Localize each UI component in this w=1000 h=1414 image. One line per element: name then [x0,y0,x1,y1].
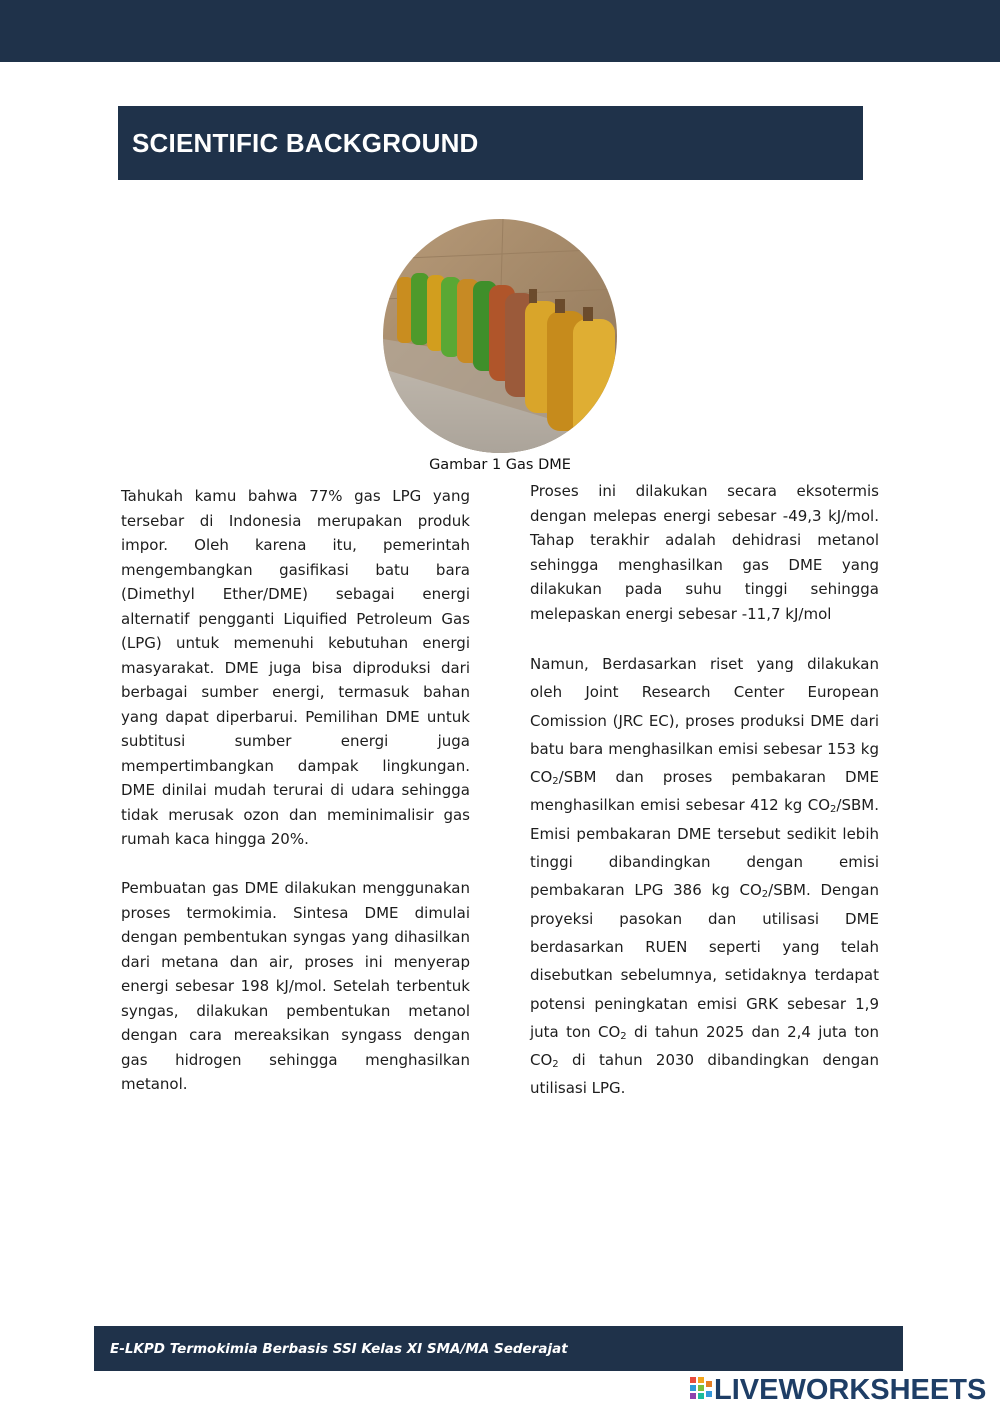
text-segment: Namun, Berdasarkan riset yang dilakukan oleh Joint Research Center European Comission (JRC EC), proses produksi DME dari batu bara menghasilkan emisi sebesar 153 kg CO [530,655,879,787]
text-segment: di tahun 2030 dibandingkan dengan utilisasi LPG. [530,1051,879,1098]
text-segment: /SBM dan proses pembakaran DME menghasilkan emisi sebesar 412 kg CO [530,768,879,815]
subscript: 2 [761,889,769,901]
left-column [121,484,470,1097]
text-segment: /SBM. Emisi pembakaran DME tersebut sedikit lebih tinggi dibandingkan dengan emisi pembakaran LPG 386 kg CO [530,796,879,900]
subscript: 2 [552,1059,559,1071]
liveworksheets-brand[interactable] [690,1375,986,1405]
right-paragraph-1: Proses ini dilakukan secara eksotermis dengan melepas energi sebesar -49,3 kJ/mol. Tahap terakhir adalah dehidrasi metanol sehingga menghasilkan gas DME yang dilakukan pada suhu tinggi sehingga melepaskan energi sebesar -11,7 kJ/mol [530,482,879,623]
right-paragraph-2 [530,650,879,1103]
left-paragraph-2: Pembuatan gas DME dilakukan menggunakan proses termokimia. Sintesa DME dimulai dengan pembentukan syngas yang dihasilkan dari metana dan air, proses ini menyerap energi sebesar 198 kJ/mol. Setelah terbentuk syngas, dilakukan pembentukan metanol dengan cara mereaksikan syngass dengan gas hidrogen sehingga menghasilkan metanol. [121,879,470,1093]
section-header [118,106,863,180]
subscript: 2 [620,1030,627,1042]
footer-text: E-LKPD Termokimia Berbasis SSI Kelas XI SMA/MA Sederajat [110,1340,568,1357]
subscript: 2 [830,804,837,816]
gas-cylinders-photo [383,219,617,453]
subscript: 2 [552,776,559,788]
footer-bar [94,1326,903,1371]
liveworksheets-logo-icon [690,1377,712,1403]
section-title: SCIENTIFIC BACKGROUND [132,127,479,158]
right-column [530,479,879,1103]
left-paragraph-1: Tahukah kamu bahwa 77% gas LPG yang tersebar di Indonesia merupakan produk impor. Oleh karena itu, pemerintah mengembangkan gasifikasi batu bara (Dimethyl Ether/DME) sebagai energi alternatif pengganti Liquified Petroleum Gas (LPG) untuk memenuhi kebutuhan energi masyarakat. DME juga bisa diproduksi dari berbagai sumber energi, termasuk bahan yang dapat diperbarui. Pemilihan DME untuk subtitusi sumber energi juga mempertimbangkan dampak lingkungan. DME dinilai mudah terurai di udara sehingga tidak merusak ozon dan meminimalisir gas rumah kaca hingga 20%. [121,487,470,848]
figure-caption: Gambar 1 Gas DME [429,457,571,473]
top-bar [0,0,1000,62]
text-segment: /SBM. Dengan proyeksi pasokan dan utilisasi DME berdasarkan RUEN seperti yang telah disebutkan sebelumnya, setidaknya terdapat potensi peningkatan emisi GRK sebesar 1,9 juta ton CO [530,881,879,1041]
gas-cylinders-image [383,219,617,453]
brand-text: LIVEWORKSHEETS [714,1373,987,1406]
text-segment: di tahun 2025 dan 2,4 juta ton CO [530,1022,879,1070]
